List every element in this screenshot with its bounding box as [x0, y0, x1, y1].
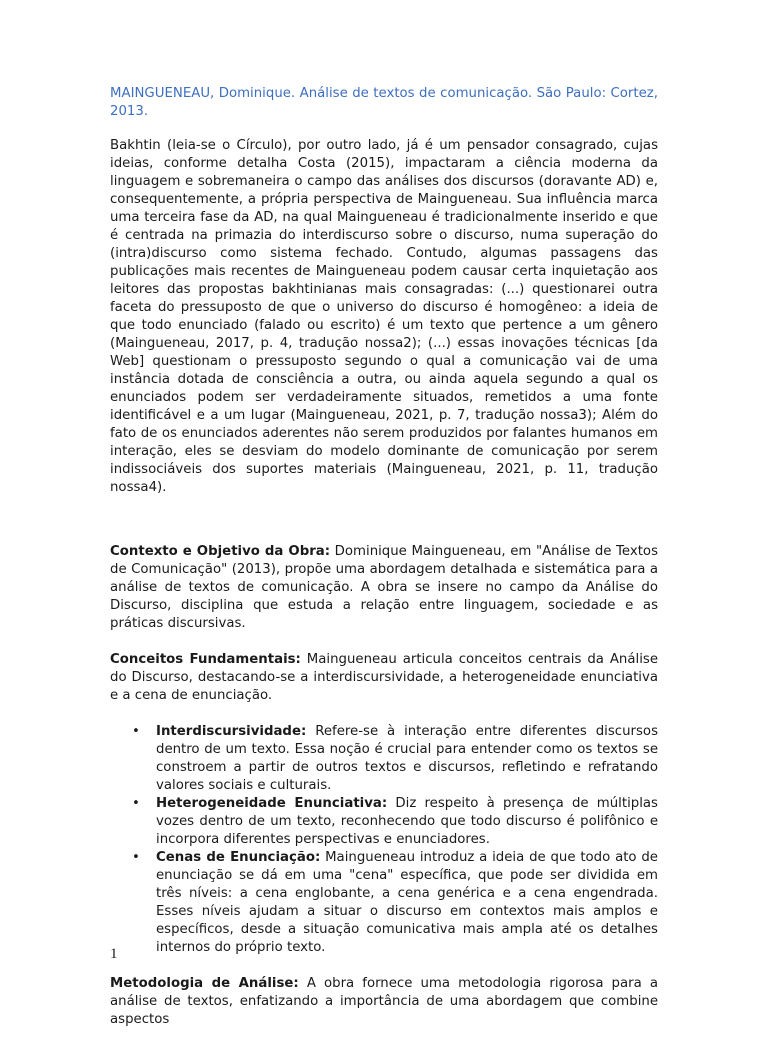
bullet-icon: •	[132, 796, 140, 811]
section-metodologia-heading: Metodologia de Análise:	[110, 976, 299, 991]
concepts-list	[110, 723, 658, 957]
list-item-term: Interdiscursividade:	[156, 724, 307, 739]
list-item-term: Cenas de Enunciação:	[156, 850, 321, 865]
list-item	[132, 849, 658, 957]
section-conceitos-heading: Conceitos Fundamentais:	[110, 652, 301, 667]
list-item	[132, 795, 658, 849]
section-contexto	[110, 543, 658, 633]
list-item-text: Refere-se à interação entre diferentes discursos dentro de um texto. Essa noção é crucial para entender como os textos se constroem a partir de outros textos e discursos, refletindo e refratando valores sociais e culturais.	[156, 724, 658, 793]
bullet-icon: •	[132, 724, 140, 739]
list-item	[132, 723, 658, 795]
page-number: 1	[110, 946, 118, 962]
section-contexto-text: Dominique Maingueneau, em "Análise de Textos de Comunicação" (2013), propõe uma abordagem detalhada e sistemática para a análise de textos de comunicação. A obra se insere no campo da Análise do Discurso, disciplina que estuda a relação entre linguagem, sociedade e as práticas discursivas.	[110, 544, 659, 631]
list-item-text: Maingueneau introduz a ideia de que todo ato de enunciação se dá em uma "cena" específica, que pode ser dividida em três níveis: a cena englobante, a cena genérica e a cena engendrada. Esses níveis ajudam a situar o discurso em contextos mais amplos e específicos, desde a situação comunicativa mais ampla até os detalhes internos do próprio texto.	[156, 850, 658, 955]
document-page	[110, 85, 658, 1047]
bullet-icon: •	[132, 850, 140, 865]
section-conceitos	[110, 651, 658, 705]
bibliographic-reference: MAINGUENEAU, Dominique. Análise de textos de comunicação. São Paulo: Cortez, 2013.	[110, 86, 658, 119]
section-metodologia-text: A obra fornece uma metodologia rigorosa para a análise de textos, enfatizando a importância de uma abordagem que combine aspectos	[110, 976, 658, 1027]
section-contexto-heading: Contexto e Objetivo da Obra:	[110, 544, 331, 559]
quoted-paragraph: Bakhtin (leia-se o Círculo), por outro lado, já é um pensador consagrado, cujas ideias, conforme detalha Costa (2015), impactaram a ciência moderna da linguagem e sobremaneira o campo das análises dos discursos (doravante AD) e, consequentemente, a própria perspectiva de Maingueneau. Sua influência marca uma terceira fase da AD, na qual Maingueneau é tradicionalmente inserido e que é centrada na primazia do interdiscurso sobre o discurso, numa superação do (intra)discurso como sistema fechado. Contudo, algumas passagens das publicações mais recentes de Maingueneau podem causar certa inquietação aos leitores das propostas bakhtinianas mais consagradas: (...) questionarei outra faceta do pressuposto de que o universo do discurso é homogêneo: a ideia de que todo enunciado (falado ou escrito) é um texto que pertence a um gênero (Maingueneau, 2017, p. 4, tradução nossa2); (...) essas inovações técnicas [da Web] questionam o pressuposto segundo o qual a comunicação vai de uma instância dotada de consciência a outra, ou ainda aquela segundo a qual os enunciados podem ser verdadeiramente situados, remetidos a uma fonte identificável e a um lugar (Maingueneau, 2021, p. 7, tradução nossa3); Além do fato de os enunciados aderentes não serem produzidos por falantes humanos em interação, eles se desviam do modelo dominante de comunicação por serem indissociáveis dos suportes materiais (Maingueneau, 2021, p. 11, tradução nossa4).	[110, 138, 658, 495]
list-item-term: Heterogeneidade Enunciativa:	[156, 796, 388, 811]
section-metodologia	[110, 975, 658, 1029]
section-conceitos-text: Maingueneau articula conceitos centrais da Análise do Discurso, destacando-se a interdiscursividade, a heterogeneidade enunciativa e a cena de enunciação.	[110, 652, 659, 703]
list-item-text: Diz respeito à presença de múltiplas vozes dentro de um texto, reconhecendo que todo discurso é polifônico e incorpora diferentes perspectivas e enunciadores.	[156, 796, 658, 847]
